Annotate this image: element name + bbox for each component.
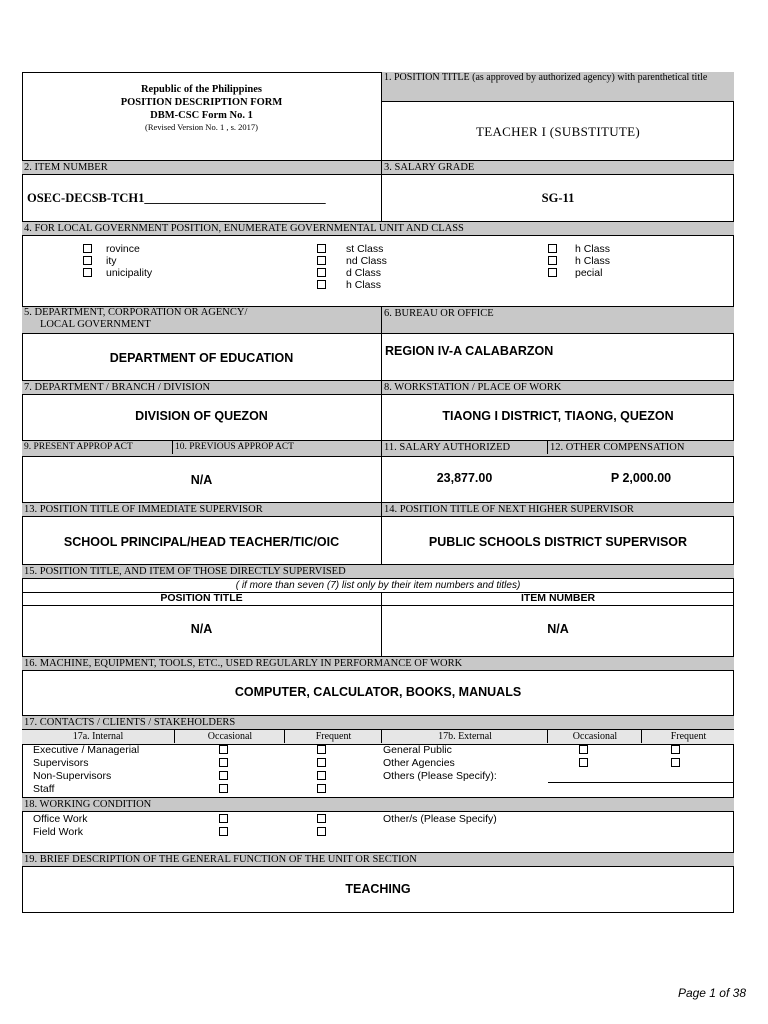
internal-occasional-header: Occasional — [174, 730, 285, 743]
supervised-label: 15. POSITION TITLE, AND ITEM OF THOSE DIRECTLY SUPERVISED — [22, 564, 734, 579]
internal-frequent-checkbox[interactable] — [317, 771, 326, 780]
equipment-row — [22, 656, 734, 716]
form-header — [22, 72, 381, 162]
present-approp-label: 9. PRESENT APPROP ACT — [24, 442, 133, 452]
division-row — [22, 380, 734, 442]
local-gov-col2-checkbox[interactable] — [317, 280, 326, 289]
local-gov-col3-checkbox[interactable] — [548, 268, 557, 277]
internal-frequent-checkbox[interactable] — [317, 745, 326, 754]
external-frequent-checkbox[interactable] — [671, 745, 680, 754]
revised-version: (Revised Version No. 1 , s. 2017) — [145, 122, 258, 132]
department-value: DEPARTMENT OF EDUCATION — [109, 351, 294, 365]
item-number-cell — [22, 160, 381, 226]
external-header: 17b. External — [381, 730, 548, 743]
external-occasional-checkbox[interactable] — [579, 745, 588, 754]
local-gov-col1-checkbox[interactable] — [83, 244, 92, 253]
external-contact-item: General Public — [383, 744, 452, 756]
local-gov-col3-checkbox[interactable] — [548, 256, 557, 265]
local-gov-col2-checkbox[interactable] — [317, 268, 326, 277]
local-gov-label: 4. FOR LOCAL GOVERNMENT POSITION, ENUMERATE GOVERNMENTAL UNIT AND CLASS — [22, 221, 734, 236]
page-number: Page 1 of 38 — [677, 986, 746, 1000]
local-gov-col3-item: h Class — [575, 255, 611, 267]
local-gov-col1-checkbox[interactable] — [83, 256, 92, 265]
local-gov-col3-checkbox[interactable] — [548, 244, 557, 253]
local-gov-col1-item: rovince — [106, 243, 140, 255]
immediate-supervisor-cell — [22, 502, 381, 566]
supervised-title-cell — [22, 592, 381, 656]
higher-supervisor-value: PUBLIC SCHOOLS DISTRICT SUPERVISOR — [428, 535, 688, 549]
working-condition-item: Office Work — [33, 813, 88, 825]
external-frequent-header: Frequent — [641, 730, 735, 743]
bureau-label: 6. BUREAU OR OFFICE — [382, 306, 734, 334]
internal-frequent-checkbox[interactable] — [317, 758, 326, 767]
department-cell — [22, 306, 381, 382]
item-number-value: OSEC-DECSB-TCH1_____________________________ — [27, 191, 326, 205]
internal-occasional-checkbox[interactable] — [219, 784, 228, 793]
supervised-item-value: N/A — [547, 622, 569, 636]
external-contact-item: Other Agencies — [383, 757, 455, 769]
working-frequent-checkbox[interactable] — [317, 827, 326, 836]
external-occasional-checkbox[interactable] — [579, 758, 588, 767]
department-row — [22, 306, 734, 382]
contacts-subheader — [22, 730, 734, 745]
division-value: DIVISION OF QUEZON — [135, 409, 268, 423]
contacts-row — [22, 715, 734, 798]
item-salary-row — [22, 160, 734, 226]
local-gov-col3-item: pecial — [575, 267, 603, 279]
higher-supervisor-cell — [381, 502, 734, 566]
salary-grade-value: SG-11 — [541, 191, 575, 205]
immediate-supervisor-value: SCHOOL PRINCIPAL/HEAD TEACHER/TIC/OIC — [63, 535, 340, 549]
local-gov-col3-item: h Class — [575, 243, 611, 255]
local-gov-col2-item: nd Class — [346, 255, 387, 267]
internal-contact-item: Executive / Managerial — [33, 744, 140, 756]
other-compensation-value: P 2,000.00 — [610, 471, 672, 485]
bureau-cell — [381, 306, 734, 382]
function-label: 19. BRIEF DESCRIPTION OF THE GENERAL FUNCTION OF THE UNIT OR SECTION — [22, 852, 734, 867]
working-occasional-checkbox[interactable] — [219, 827, 228, 836]
previous-approp-label: 10. PREVIOUS APPROP ACT — [172, 441, 294, 454]
salary-auth-cell — [381, 440, 734, 504]
internal-occasional-checkbox[interactable] — [219, 745, 228, 754]
local-gov-col2-checkbox[interactable] — [317, 244, 326, 253]
salary-grade-cell — [381, 160, 734, 226]
local-gov-col1-checkbox[interactable] — [83, 268, 92, 277]
item-number-label: 2. ITEM NUMBER — [22, 160, 381, 175]
working-condition-item: Field Work — [33, 826, 83, 838]
local-gov-row — [22, 221, 734, 307]
form-title: POSITION DESCRIPTION FORM — [120, 97, 283, 108]
supervised-item-header: ITEM NUMBER — [382, 592, 734, 606]
salary-grade-label: 3. SALARY GRADE — [382, 160, 734, 175]
supervised-title-header: POSITION TITLE — [22, 592, 381, 606]
others-specify-line — [548, 782, 733, 783]
local-gov-col1-item: unicipality — [106, 267, 153, 279]
form-number: DBM-CSC Form No. 1 — [150, 110, 253, 121]
function-row — [22, 852, 734, 913]
bureau-value: REGION IV-A CALABARZON — [385, 344, 554, 358]
working-condition-row — [22, 797, 734, 853]
salary-auth-header — [382, 440, 734, 457]
approp-value: N/A — [190, 473, 213, 487]
division-label: 7. DEPARTMENT / BRANCH / DIVISION — [22, 380, 381, 395]
function-value: TEACHING — [345, 882, 411, 896]
internal-occasional-checkbox[interactable] — [219, 771, 228, 780]
equipment-value: COMPUTER, CALCULATOR, BOOKS, MANUALS — [234, 685, 522, 699]
salary-authorized-label: 11. SALARY AUTHORIZED — [384, 442, 511, 453]
approp-header — [22, 440, 381, 457]
immediate-supervisor-label: 13. POSITION TITLE OF IMMEDIATE SUPERVISOR — [22, 502, 381, 517]
other-compensation-label: 12. OTHER COMPENSATION — [547, 441, 684, 454]
external-frequent-checkbox[interactable] — [671, 758, 680, 767]
local-gov-col2-item: d Class — [346, 267, 382, 279]
internal-frequent-header: Frequent — [284, 730, 382, 743]
supervised-title-value: N/A — [190, 622, 213, 636]
department-label-line1: 5. DEPARTMENT, CORPORATION OR AGENCY/ — [24, 307, 248, 318]
working-occasional-checkbox[interactable] — [219, 814, 228, 823]
internal-contact-item: Supervisors — [33, 757, 89, 769]
supervised-row — [22, 564, 734, 656]
local-gov-col2-item: h Class — [346, 279, 382, 291]
contacts-label: 17. CONTACTS / CLIENTS / STAKEHOLDERS — [22, 715, 734, 730]
internal-frequent-checkbox[interactable] — [317, 784, 326, 793]
local-gov-col2-item: st Class — [346, 243, 384, 255]
external-occasional-header: Occasional — [547, 730, 642, 743]
working-frequent-checkbox[interactable] — [317, 814, 326, 823]
approp-row — [22, 440, 734, 504]
position-title-cell — [381, 72, 734, 162]
local-gov-col1-item: ity — [106, 255, 117, 267]
workstation-label: 8. WORKSTATION / PLACE OF WORK — [382, 380, 734, 395]
position-title-label: 1. POSITION TITLE (as approved by authorized agency) with parenthetical title — [382, 72, 734, 102]
internal-header: 17a. Internal — [72, 731, 124, 742]
approp-cell — [22, 440, 381, 504]
higher-supervisor-label: 14. POSITION TITLE OF NEXT HIGHER SUPERVISOR — [382, 502, 734, 517]
supervised-item-cell — [381, 592, 734, 656]
salary-authorized-value: 23,877.00 — [436, 471, 493, 485]
workstation-cell — [381, 380, 734, 442]
department-label — [22, 306, 381, 334]
division-cell — [22, 380, 381, 442]
republic-text: Republic of the Philippines — [140, 84, 263, 95]
internal-occasional-checkbox[interactable] — [219, 758, 228, 767]
working-condition-label: 18. WORKING CONDITION — [22, 797, 734, 812]
supervisor-row — [22, 502, 734, 566]
header-row — [22, 72, 734, 162]
external-contact-item: Others (Please Specify): — [383, 770, 497, 782]
workstation-value: TIAONG I DISTRICT, TIAONG, QUEZON — [442, 409, 674, 423]
internal-contact-item: Staff — [33, 783, 55, 795]
department-label-line2: LOCAL GOVERNMENT — [40, 319, 151, 330]
internal-contact-item: Non-Supervisors — [33, 770, 112, 782]
local-gov-col2-checkbox[interactable] — [317, 256, 326, 265]
position-title-value: TEACHER I (SUBSTITUTE) — [475, 124, 641, 139]
working-other-label: Other/s (Please Specify) — [383, 813, 497, 825]
supervised-note: ( if more than seven (7) list only by their item numbers and titles) — [22, 579, 734, 593]
equipment-label: 16. MACHINE, EQUIPMENT, TOOLS, ETC., USED REGULARLY IN PERFORMANCE OF WORK — [22, 656, 734, 671]
